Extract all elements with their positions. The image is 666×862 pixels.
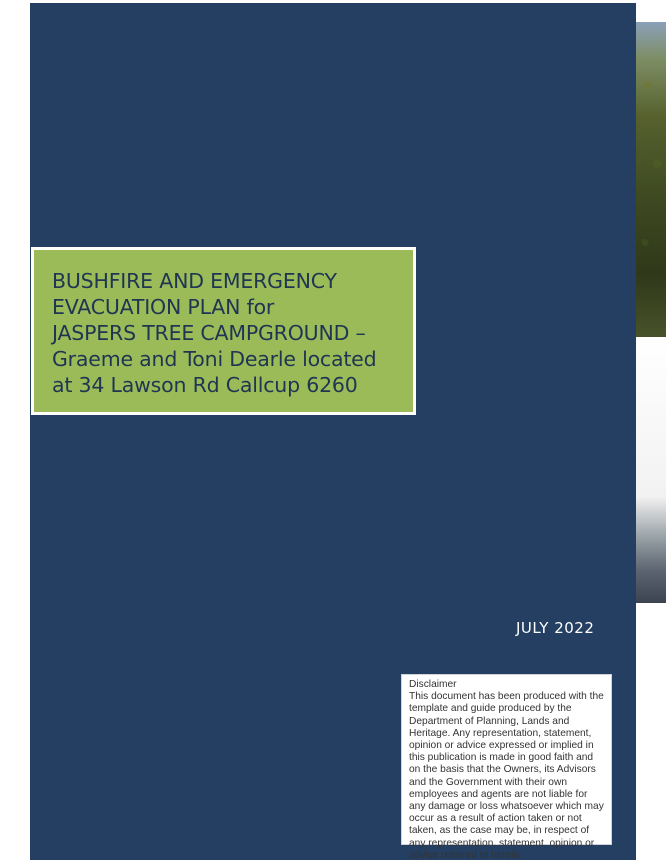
disclaimer-line: advice referred to herein. [409,849,523,861]
title-line: at 34 Lawson Rd Callcup 6260 [52,373,358,397]
disclaimer-line: Department of Planning, Lands and [409,715,570,727]
title-line: Graeme and Toni Dearle located [52,347,377,371]
cover-photo-forest [636,22,666,337]
title-box [31,247,416,415]
disclaimer-line: on the basis that the Owners, its Advisors [409,764,596,776]
disclaimer-line: Heritage. Any representation, statement, [409,727,592,739]
cover-photo-sky [636,337,666,603]
disclaimer-line: This document has been produced with the [409,691,604,703]
disclaimer-line: employees and agents are not liable for [409,788,588,800]
disclaimer-line: template and guide produced by the [409,703,572,715]
disclaimer-line: taken, as the case may be, in respect of [409,825,590,837]
disclaimer-line: any representation, statement, opinion or [409,837,595,849]
disclaimer-box [401,674,612,861]
title-line: EVACUATION PLAN for [52,295,275,319]
document-date: JULY 2022 [516,619,595,637]
disclaimer-heading: Disclaimer [409,679,457,690]
disclaimer-line: occur as a result of action taken or not [409,813,582,825]
disclaimer-line: opinion or advice expressed or implied in [409,740,594,752]
title-line: JASPERS TREE CAMPGROUND – [52,321,366,345]
disclaimer-line: any damage or loss whatsoever which may [409,801,604,813]
disclaimer-line: and the Government with their own [409,776,567,788]
disclaimer-line: this publication is made in good faith and [409,752,594,764]
title-line: BUSHFIRE AND EMERGENCY [52,269,337,293]
